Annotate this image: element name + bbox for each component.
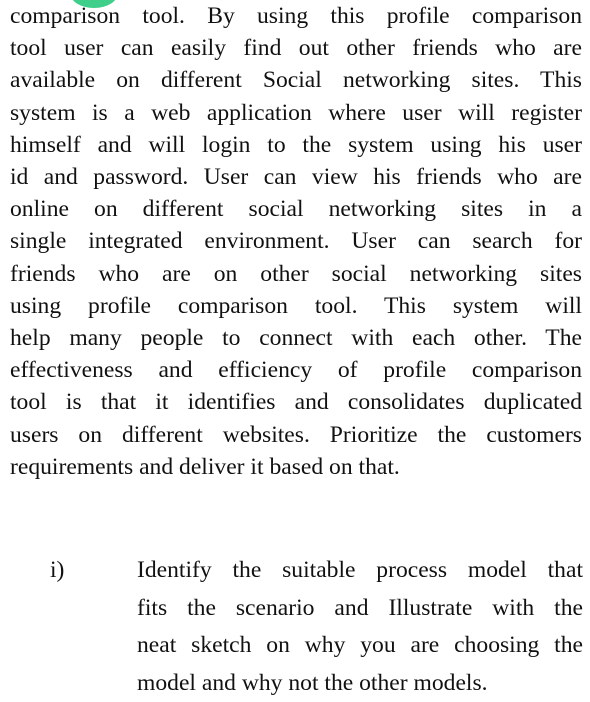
paragraph-line: effectiveness and efficiency of profile comparison bbox=[10, 354, 582, 386]
question-text bbox=[137, 552, 583, 702]
question-line: model and why not the other models. bbox=[137, 665, 583, 702]
paragraph-line: system is a web application where user will register bbox=[10, 97, 582, 129]
paragraph-line: id and password. User can view his friends who are bbox=[10, 161, 582, 193]
paragraph-line: users on different websites. Prioritize the customers bbox=[10, 419, 582, 451]
paragraph-line: himself and will login to the system using his user bbox=[10, 129, 582, 161]
paragraph-line: available on different Social networking sites. This bbox=[10, 64, 582, 96]
paragraph-line: using profile comparison tool. This system will bbox=[10, 290, 582, 322]
scenario-paragraph bbox=[10, 0, 582, 483]
paragraph-line: friends who are on other social networking sites bbox=[10, 258, 582, 290]
question-line: fits the scenario and Illustrate with the bbox=[137, 590, 583, 628]
paragraph-line: requirements and deliver it based on that. bbox=[10, 451, 582, 483]
paragraph-line: online on different social networking sites in a bbox=[10, 193, 582, 225]
paragraph-line: tool user can easily find out other friends who are bbox=[10, 32, 582, 64]
paragraph-line: tool is that it identifies and consolidates duplicated bbox=[10, 386, 582, 418]
paragraph-line: single integrated environment. User can search for bbox=[10, 225, 582, 257]
paragraph-line: help many people to connect with each other. The bbox=[10, 322, 582, 354]
question-line: Identify the suitable process model that bbox=[137, 552, 583, 590]
question-line: neat sketch on why you are choosing the bbox=[137, 627, 583, 665]
paragraph-line: comparison tool. By using this profile comparison bbox=[10, 0, 582, 32]
question-number: i) bbox=[50, 552, 64, 590]
